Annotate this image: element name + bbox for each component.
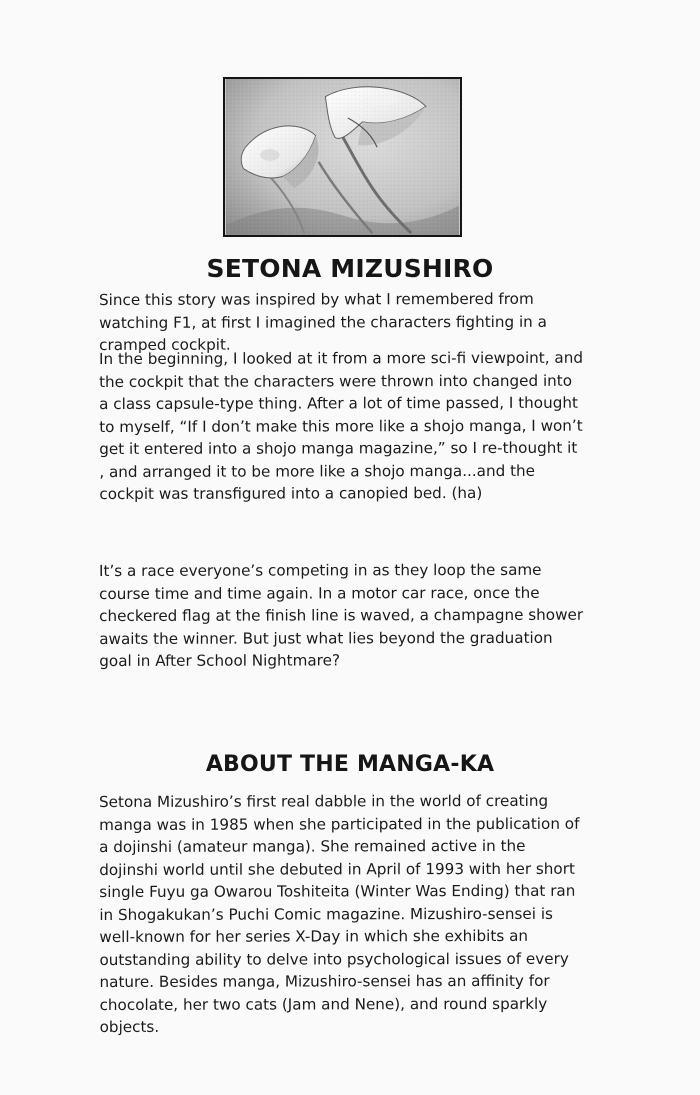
calla-lily-photo (223, 77, 462, 237)
page-title: SETONA MIZUSHIRO (206, 254, 494, 283)
story-paragraph-3: It’s a race everyone’s competing in as they loop the same course time and time again. In a motor car race, once the checkered flag at the finish line is waved, a champagne shower awaits the winner. But just what lies beyond the graduation goal in After School Nightmare? (99, 560, 584, 670)
about-heading: ABOUT THE MANGA-KA (205, 752, 495, 777)
story-paragraph-2: In the beginning, I looked at it from a more sci-fi viewpoint, and the cockpit that the characters were thrown into changed into a class capsule-type thing. After a lot of time passed, I thought to myself, “If I don’t make this more like a shojo manga, I won’t get it entered into a shojo manga magazine,” so I re-thought it , and arranged it to be more like a shojo manga...and the cockpit was transfigured into a canopied bed. (ha) (99, 348, 584, 503)
calla-lily-icon (225, 79, 460, 235)
about-bio-paragraph: Setona Mizushiro’s first real dabble in the world of creating manga was in 1985 when she participated in the publication of a dojinshi (amateur manga). She remained active in the dojinshi world until she debuted in April of 1993 with her short single Fuyu ga Owarou Toshiteita (Winter Was Ending) that ran in Shogakukan’s Puchi Comic magazine. Mizushiro-sensei is well-known for her series X-Day in which she exhibits an outstanding ability to delve into psychological issues of every nature. Besides manga, Mizushiro-sensei has an affinity for chocolate, her two cats (Jam and Nene), and round sparkly objects. (99, 791, 580, 1036)
story-paragraph-1: Since this story was inspired by what I remembered from watching F1, at first I imagined the characters fighting in a cramped cockpit. (99, 289, 547, 354)
